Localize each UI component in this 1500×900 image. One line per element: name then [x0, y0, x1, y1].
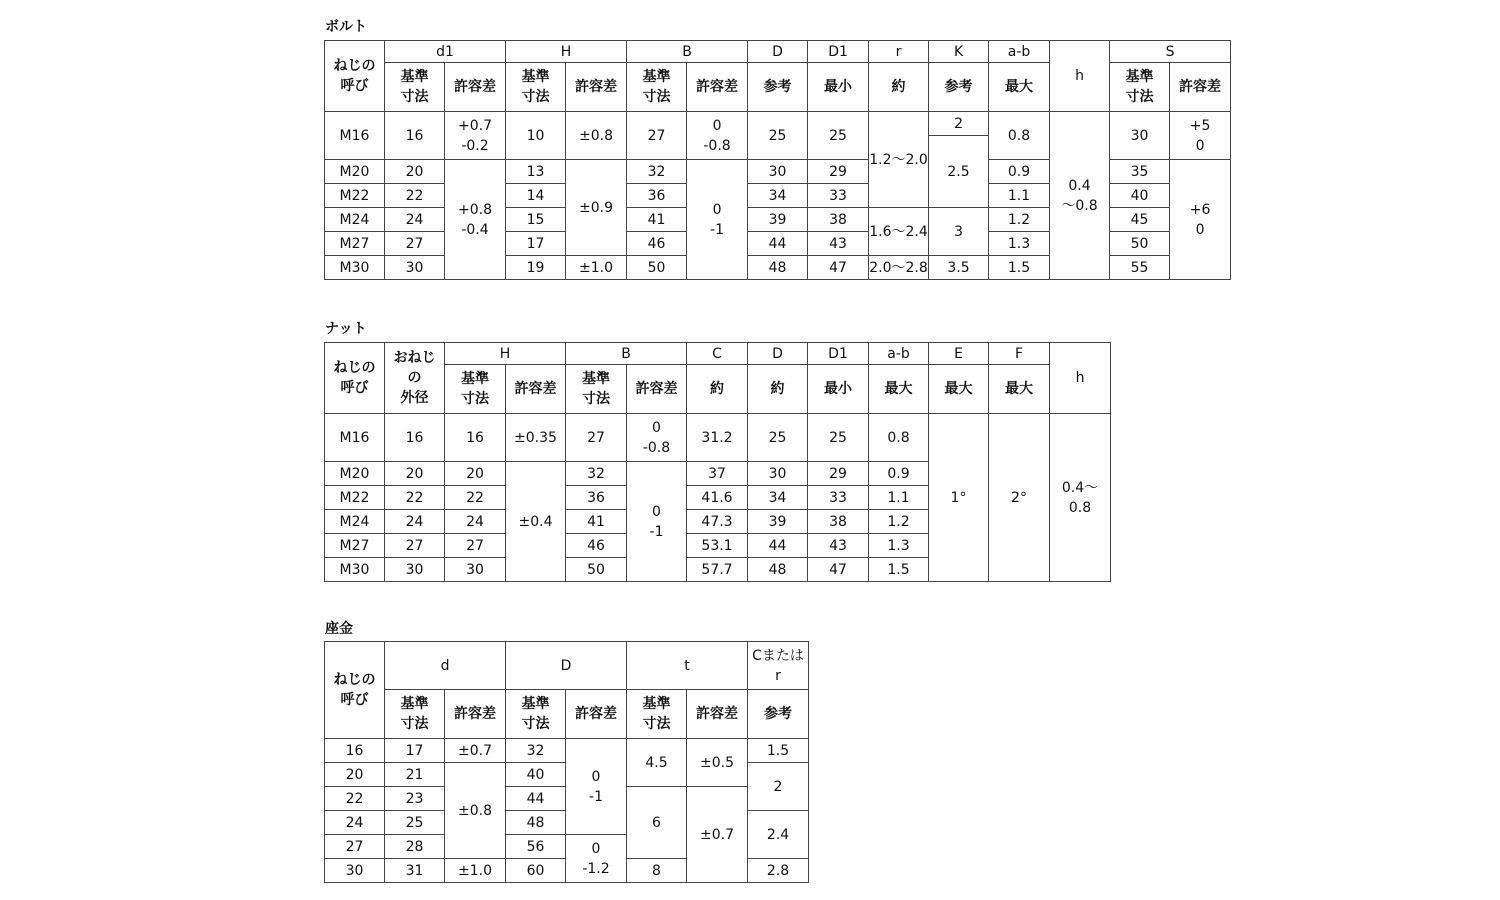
cell-H: 17 [506, 232, 566, 256]
cell-H: 19 [506, 256, 566, 280]
cell-B: 27 [627, 112, 687, 160]
cell-B-tol: 0 -1 [687, 160, 748, 280]
cell-B-tol: 0 -0.8 [687, 112, 748, 160]
cell-ab: 1.5 [989, 256, 1050, 280]
subheader-tol: 許容差 [445, 63, 506, 112]
subheader-base: 基準 寸法 [627, 690, 687, 739]
cell-outer-diameter: 22 [385, 486, 445, 510]
cell-H: 13 [506, 160, 566, 184]
cell-nominal: M20 [325, 462, 385, 486]
cell-D: 48 [748, 558, 808, 582]
cell-d: 31 [385, 859, 445, 883]
table-row [325, 112, 1231, 136]
subheader-tol: 許容差 [1170, 63, 1231, 112]
cell-H: 30 [445, 558, 506, 582]
cell-H: 16 [445, 414, 506, 462]
header-K: K [929, 41, 989, 63]
cell-D: 40 [506, 763, 566, 787]
cell-r: 1.2～2.0 [869, 112, 929, 208]
cell-d: 23 [385, 787, 445, 811]
cell-ab: 1.5 [869, 558, 929, 582]
subheader-min: 最小 [808, 63, 869, 112]
cell-d1: 27 [385, 232, 445, 256]
cell-H: 10 [506, 112, 566, 160]
cell-H-tol: ±0.8 [566, 112, 627, 160]
cell-F: 2° [989, 414, 1050, 582]
cell-d1: 22 [385, 184, 445, 208]
cell-K: 3.5 [929, 256, 989, 280]
cell-S: 35 [1110, 160, 1170, 184]
cell-d: 28 [385, 835, 445, 859]
cell-D1: 25 [808, 112, 869, 160]
cell-outer-diameter: 27 [385, 534, 445, 558]
subheader-tol: 許容差 [445, 690, 506, 739]
header-H: H [506, 41, 627, 63]
table-header-row [325, 642, 809, 666]
subheader-ref: 参考 [748, 63, 808, 112]
subheader-base: 基準 寸法 [506, 690, 566, 739]
cell-D1: 25 [808, 414, 869, 462]
nut-dimension-table [324, 342, 1111, 582]
header-C: C [687, 343, 748, 365]
cell-ab: 0.8 [869, 414, 929, 462]
cell-D1: 29 [808, 160, 869, 184]
cell-H-tol: ±1.0 [566, 256, 627, 280]
cell-d-tol: ±0.8 [445, 763, 506, 859]
cell-B: 32 [627, 160, 687, 184]
cell-B: 50 [627, 256, 687, 280]
cell-d1: 30 [385, 256, 445, 280]
header-B: B [627, 41, 748, 63]
cell-ab: 1.3 [869, 534, 929, 558]
cell-D: 48 [506, 811, 566, 835]
cell-B: 46 [627, 232, 687, 256]
header-outer-diameter: おねじ の 外径 [385, 343, 445, 414]
cell-H-tol: ±0.4 [506, 462, 566, 582]
cell-d1: 20 [385, 160, 445, 184]
subheader-base: 基準 寸法 [385, 63, 445, 112]
cell-D: 44 [506, 787, 566, 811]
cell-D: 34 [748, 486, 808, 510]
cell-K: 2 [929, 112, 989, 136]
cell-d1: 16 [385, 112, 445, 160]
subheader-tol: 許容差 [627, 365, 687, 414]
header-S: S [1110, 41, 1231, 63]
cell-outer-diameter: 30 [385, 558, 445, 582]
cell-d: 17 [385, 739, 445, 763]
cell-t: 6 [627, 787, 687, 859]
subheader-tol: 許容差 [506, 365, 566, 414]
subheader-tol: 許容差 [566, 690, 627, 739]
cell-B: 46 [566, 534, 627, 558]
subheader-base: 基準 寸法 [385, 690, 445, 739]
cell-d-tol: ±1.0 [445, 859, 506, 883]
cell-nominal: M30 [325, 558, 385, 582]
table-row [325, 414, 1111, 462]
cell-t: 8 [627, 859, 687, 883]
cell-B: 36 [566, 486, 627, 510]
subheader-min: 最小 [808, 365, 869, 414]
header-c-or-r: Cまたは r [748, 642, 809, 690]
cell-nominal: M30 [325, 256, 385, 280]
cell-D: 44 [748, 232, 808, 256]
header-d: d [385, 642, 506, 690]
cell-C: 31.2 [687, 414, 748, 462]
subheader-base: 基準 寸法 [627, 63, 687, 112]
cell-K: 3 [929, 208, 989, 256]
header-D: D [506, 642, 627, 690]
subheader-base: 基準 寸法 [566, 365, 627, 414]
washer-dimension-table [324, 641, 809, 883]
cell-S-tol: +5 0 [1170, 112, 1231, 160]
cell-t: 4.5 [627, 739, 687, 787]
cell-D: 30 [748, 462, 808, 486]
cell-D: 48 [748, 256, 808, 280]
washer-section-title: 座金 [325, 621, 353, 637]
cell-D: 25 [748, 112, 808, 160]
cell-S: 45 [1110, 208, 1170, 232]
cell-nominal: 16 [325, 739, 385, 763]
header-r: r [869, 41, 929, 63]
header-D: D [748, 343, 808, 365]
cell-d: 21 [385, 763, 445, 787]
header-ab: a-b [989, 41, 1050, 63]
cell-h: 0.4～ 0.8 [1050, 414, 1111, 582]
subheader-tol: 許容差 [566, 63, 627, 112]
cell-D1: 43 [808, 534, 869, 558]
subheader-approx: 約 [687, 365, 748, 414]
cell-B: 27 [566, 414, 627, 462]
cell-D1: 29 [808, 462, 869, 486]
cell-S: 30 [1110, 112, 1170, 160]
cell-nominal: 30 [325, 859, 385, 883]
cell-r: 2.0～2.8 [869, 256, 929, 280]
header-D1: D1 [808, 41, 869, 63]
subheader-max: 最大 [869, 365, 929, 414]
cell-ab: 1.2 [989, 208, 1050, 232]
cell-nominal: 27 [325, 835, 385, 859]
header-D1: D1 [808, 343, 869, 365]
cell-ab: 0.9 [869, 462, 929, 486]
cell-ab: 0.9 [989, 160, 1050, 184]
cell-H: 22 [445, 486, 506, 510]
header-ab: a-b [869, 343, 929, 365]
header-h: h [1050, 41, 1110, 112]
cell-r: 1.6～2.4 [869, 208, 929, 256]
header-d1: d1 [385, 41, 506, 63]
cell-ab: 1.1 [869, 486, 929, 510]
cell-B: 41 [627, 208, 687, 232]
cell-c-or-r: 2 [748, 763, 809, 811]
cell-D: 39 [748, 510, 808, 534]
cell-D1: 47 [808, 558, 869, 582]
cell-D-tol: 0 -1.2 [566, 835, 627, 883]
subheader-approx: 約 [748, 365, 808, 414]
cell-nominal: 24 [325, 811, 385, 835]
cell-C: 37 [687, 462, 748, 486]
table-row [325, 739, 809, 763]
cell-h: 0.4 ～0.8 [1050, 112, 1110, 280]
cell-D: 56 [506, 835, 566, 859]
bolt-section-title: ボルト [325, 19, 367, 35]
cell-S: 55 [1110, 256, 1170, 280]
cell-D1: 38 [808, 510, 869, 534]
header-E: E [929, 343, 989, 365]
header-nominal: ねじの 呼び [325, 642, 385, 739]
cell-nominal: M22 [325, 184, 385, 208]
cell-nominal: M24 [325, 208, 385, 232]
cell-t-tol: ±0.7 [687, 787, 748, 883]
cell-B: 32 [566, 462, 627, 486]
cell-outer-diameter: 16 [385, 414, 445, 462]
cell-nominal: M16 [325, 414, 385, 462]
subheader-base: 基準 寸法 [1110, 63, 1170, 112]
cell-D: 34 [748, 184, 808, 208]
cell-B-tol: 0 -0.8 [627, 414, 687, 462]
cell-H: 27 [445, 534, 506, 558]
cell-B-tol: 0 -1 [627, 462, 687, 582]
cell-H: 20 [445, 462, 506, 486]
cell-C: 41.6 [687, 486, 748, 510]
cell-D1: 47 [808, 256, 869, 280]
cell-D1: 33 [808, 486, 869, 510]
cell-nominal: M20 [325, 160, 385, 184]
cell-D: 25 [748, 414, 808, 462]
cell-D: 39 [748, 208, 808, 232]
cell-outer-diameter: 24 [385, 510, 445, 534]
cell-ab: 1.3 [989, 232, 1050, 256]
cell-nominal: M24 [325, 510, 385, 534]
cell-S: 40 [1110, 184, 1170, 208]
cell-d: 25 [385, 811, 445, 835]
subheader-ref: 参考 [929, 63, 989, 112]
header-nominal: ねじの 呼び [325, 343, 385, 414]
cell-nominal: M27 [325, 232, 385, 256]
header-h: h [1050, 343, 1111, 414]
cell-ab: 1.1 [989, 184, 1050, 208]
cell-D1: 33 [808, 184, 869, 208]
subheader-approx: 約 [869, 63, 929, 112]
cell-C: 47.3 [687, 510, 748, 534]
cell-H-tol: ±0.9 [566, 160, 627, 256]
cell-H-tol: ±0.35 [506, 414, 566, 462]
cell-ab: 1.2 [869, 510, 929, 534]
subheader-tol: 許容差 [687, 63, 748, 112]
cell-D1: 43 [808, 232, 869, 256]
header-H: H [445, 343, 566, 365]
cell-H: 15 [506, 208, 566, 232]
cell-D: 44 [748, 534, 808, 558]
cell-ab: 0.8 [989, 112, 1050, 160]
subheader-max: 最大 [929, 365, 989, 414]
subheader-max: 最大 [989, 365, 1050, 414]
header-t: t [627, 642, 748, 690]
cell-D-tol: 0 -1 [566, 739, 627, 835]
cell-E: 1° [929, 414, 989, 582]
cell-nominal: 22 [325, 787, 385, 811]
cell-K: 2.5 [929, 136, 989, 208]
table-header-row [325, 343, 1111, 365]
header-nominal: ねじの 呼び [325, 41, 385, 112]
cell-d1-tol: +0.7 -0.2 [445, 112, 506, 160]
subheader-max: 最大 [989, 63, 1050, 112]
cell-d1: 24 [385, 208, 445, 232]
cell-nominal: M16 [325, 112, 385, 160]
subheader-tol: 許容差 [687, 690, 748, 739]
cell-C: 57.7 [687, 558, 748, 582]
cell-nominal: M27 [325, 534, 385, 558]
cell-S-tol: +6 0 [1170, 160, 1231, 280]
cell-c-or-r: 1.5 [748, 739, 809, 763]
subheader-ref: 参考 [748, 690, 809, 739]
cell-B: 36 [627, 184, 687, 208]
subheader-base: 基準 寸法 [445, 365, 506, 414]
header-D: D [748, 41, 808, 63]
header-F: F [989, 343, 1050, 365]
cell-S: 50 [1110, 232, 1170, 256]
header-B: B [566, 343, 687, 365]
table-header-row [325, 41, 1231, 63]
cell-H: 24 [445, 510, 506, 534]
cell-outer-diameter: 20 [385, 462, 445, 486]
cell-H: 14 [506, 184, 566, 208]
cell-C: 53.1 [687, 534, 748, 558]
nut-section-title: ナット [325, 321, 367, 337]
table-subheader-row [325, 690, 809, 739]
cell-d1-tol: +0.8 -0.4 [445, 160, 506, 280]
cell-B: 50 [566, 558, 627, 582]
cell-B: 41 [566, 510, 627, 534]
cell-D: 60 [506, 859, 566, 883]
cell-c-or-r: 2.8 [748, 859, 809, 883]
cell-nominal: M22 [325, 486, 385, 510]
bolt-dimension-table [324, 40, 1231, 280]
cell-D1: 38 [808, 208, 869, 232]
cell-D: 30 [748, 160, 808, 184]
cell-c-or-r: 2.4 [748, 811, 809, 859]
cell-d-tol: ±0.7 [445, 739, 506, 763]
cell-nominal: 20 [325, 763, 385, 787]
cell-t-tol: ±0.5 [687, 739, 748, 787]
subheader-base: 基準 寸法 [506, 63, 566, 112]
cell-D: 32 [506, 739, 566, 763]
